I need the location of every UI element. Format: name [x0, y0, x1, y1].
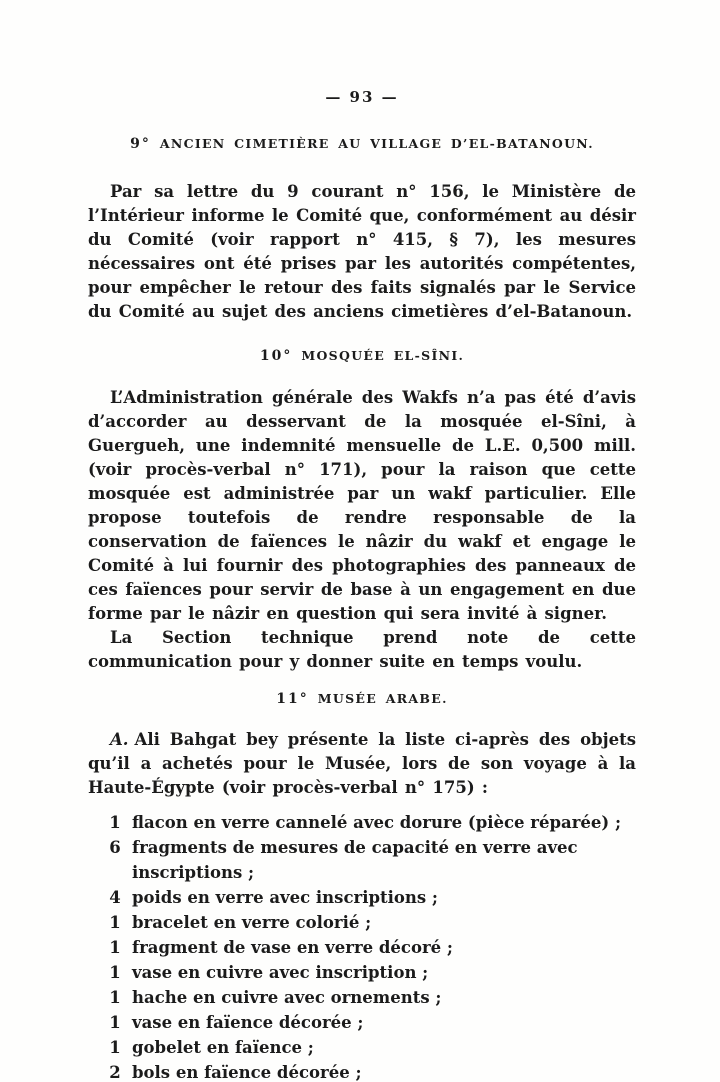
item-description: flacon en verre cannelé avec dorure (pièce réparée) ;: [132, 813, 622, 832]
list-item: [88, 910, 636, 935]
item-quantity: 1: [109, 913, 121, 932]
list-item: [88, 985, 636, 1010]
list-item: [88, 1010, 636, 1035]
section-number-9: 9°: [130, 136, 151, 152]
item-quantity: 1: [109, 963, 121, 982]
item-description: vase en faïence décorée ;: [132, 1013, 364, 1032]
item-description: poids en verre avec inscriptions ;: [132, 888, 439, 907]
item-quantity: 1: [109, 1038, 121, 1057]
item-quantity: 1: [109, 938, 121, 957]
text-block: [88, 0, 636, 1082]
item-quantity: 1: [109, 813, 121, 832]
item-description: fragment de vase en verre décoré ;: [132, 938, 453, 957]
page-number: — 93 —: [325, 88, 399, 106]
section-title-11: MUSÉE ARABE.: [317, 691, 448, 706]
list-item: [88, 935, 636, 960]
item-quantity: 1: [109, 1013, 121, 1032]
section-heading-10: [88, 346, 636, 365]
list-item: [88, 1035, 636, 1060]
section-heading-9: [88, 134, 636, 153]
paragraph-section9: Par sa lettre du 9 courant n° 156, le Ministère de l’Intérieur informe le Comité que, conformément au désir du Comité (voir rapport n° 415, § 7), les mesures nécessaires ont été prises par les autorités compétentes, pour empêcher le retour des faits signalés par le Service du Comité au sujet des anciens cimetières d’el-Batanoun.: [88, 182, 636, 321]
item-quantity: 2: [109, 1063, 121, 1082]
section-number-10: 10°: [259, 348, 293, 364]
list-item: [88, 885, 636, 910]
item-description: hache en cuivre avec ornements ;: [132, 988, 442, 1007]
paragraph-section11-intro: [88, 728, 636, 800]
section-title-10: MOSQUÉE EL-SÎNI.: [301, 348, 465, 363]
item-description: vase en cuivre avec inscription ;: [132, 963, 429, 982]
item-description: bols en faïence décorée ;: [132, 1063, 362, 1082]
section-heading-11: [88, 689, 636, 708]
item-quantity: 4: [109, 888, 121, 907]
intro-text: Ali Bahgat bey présente la liste ci-après des objets qu’il a achetés pour le Musée, lors de son voyage à la Haute-Égypte (voir procès-verbal n° 175) :: [88, 730, 636, 797]
acquisitions-list: [88, 810, 636, 1082]
intro-lead-initial: A.: [110, 730, 129, 749]
item-description: bracelet en verre colorié ;: [132, 913, 372, 932]
item-quantity: 6: [109, 838, 121, 857]
paragraph-section10-1: L’Administration générale des Wakfs n’a pas été d’avis d’accorder au desservant de la mosquée el-Sîni, à Guergueh, une indemnité mensuelle de L.E. 0,500 mill. (voir procès-verbal n° 171), pour la raison que cette mosquée est administrée par un wakf particulier. Elle propose toutefois de rendre responsable de la conservation de faïences le nâzir du wakf et engage le Comité à lui fournir des photographies des panneaux de ces faïences pour servir de base à un engagement en due forme par le nâzir en question qui sera invité à signer.: [88, 388, 636, 623]
paragraph-section10-2: La Section technique prend note de cette communication pour y donner suite en temps voulu.: [88, 628, 636, 671]
item-description: fragments de mesures de capacité en verre avec inscriptions ;: [132, 838, 578, 882]
list-item: [88, 810, 636, 835]
section-title-9: ANCIEN CIMETIÈRE AU VILLAGE D’EL-BATANOUN.: [159, 136, 594, 151]
list-item: [88, 960, 636, 985]
list-item: [88, 1060, 636, 1082]
item-quantity: 1: [109, 988, 121, 1007]
section-number-11: 11°: [276, 691, 309, 707]
list-item: [88, 835, 636, 885]
item-description: gobelet en faïence ;: [132, 1038, 314, 1057]
